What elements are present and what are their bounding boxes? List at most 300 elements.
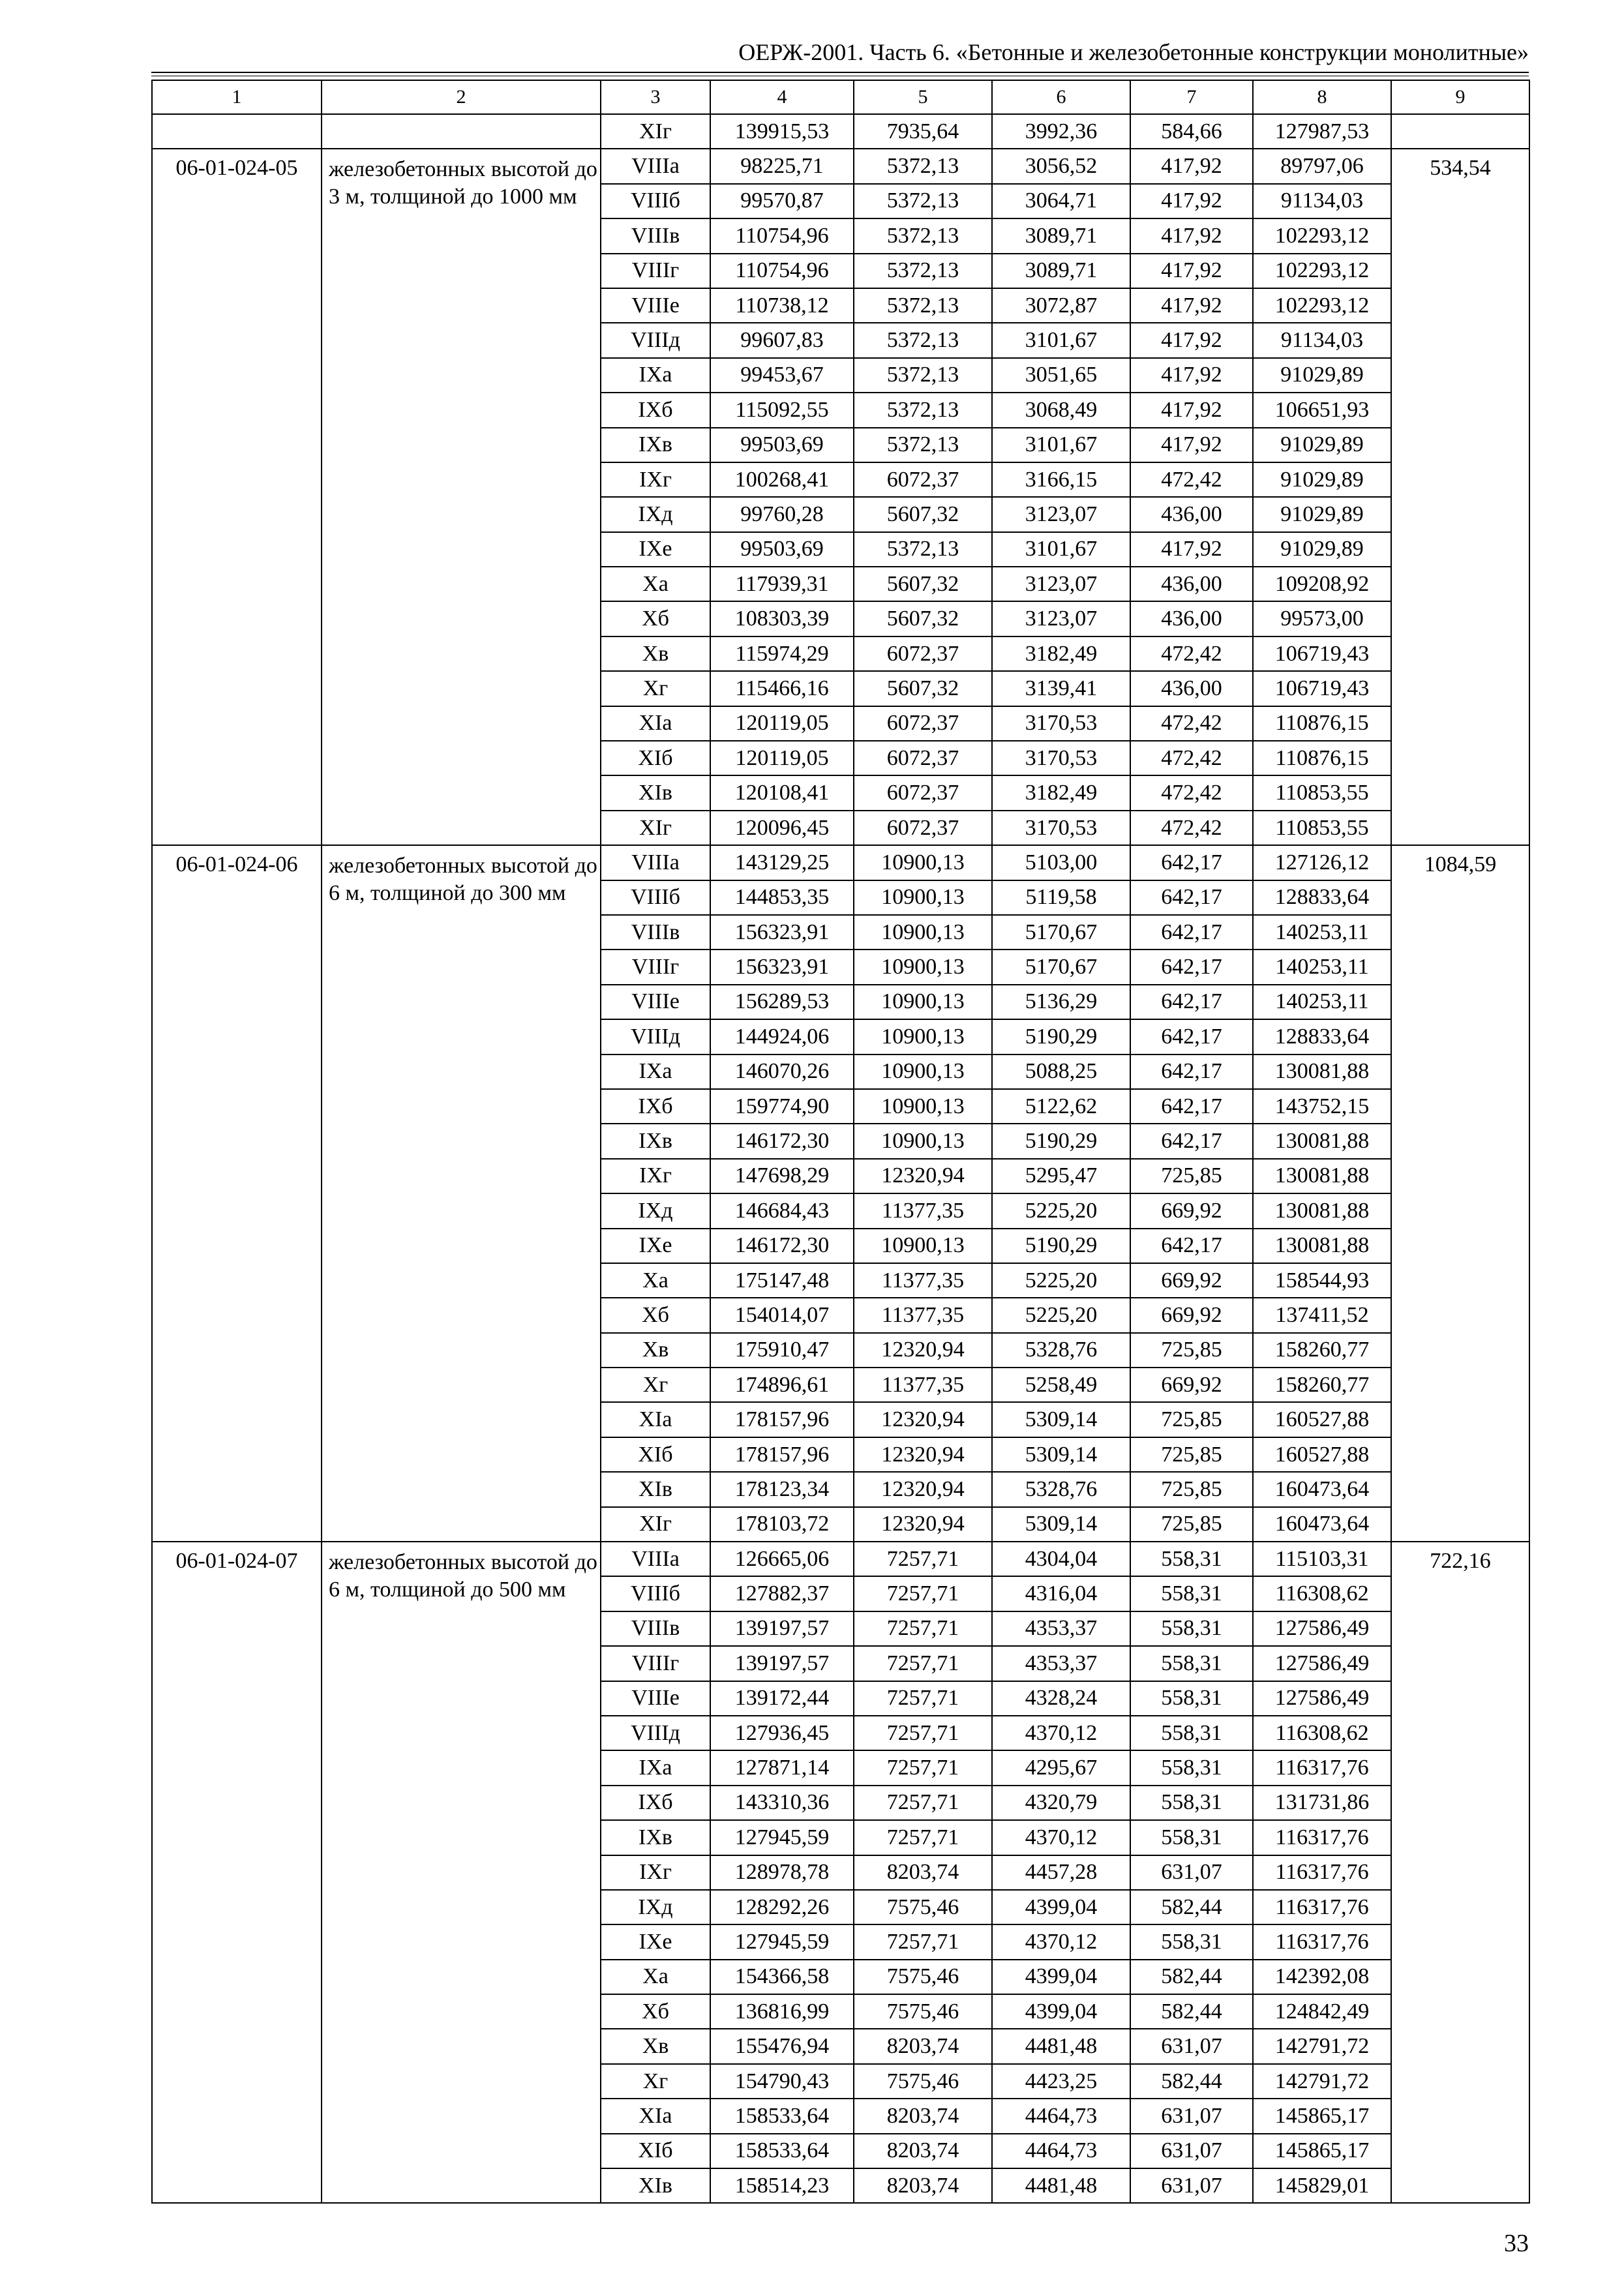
value-cell: 178103,72 [710, 1507, 854, 1542]
value-cell: 417,92 [1130, 358, 1253, 393]
value-cell: 3182,49 [992, 775, 1130, 810]
value-cell: 5225,20 [992, 1298, 1130, 1332]
zone-cell: VIIIа [601, 1542, 710, 1576]
value-cell: 106719,43 [1253, 636, 1391, 671]
header-rule [151, 72, 1529, 73]
value-cell: 582,44 [1130, 2064, 1253, 2099]
value-cell: 417,92 [1130, 288, 1253, 323]
item-description: железобетонных высотой до 6 м, толщиной до 500 мм [322, 1542, 601, 2203]
value-cell: 642,17 [1130, 880, 1253, 915]
value-cell: 558,31 [1130, 1611, 1253, 1646]
value-cell: 146172,30 [710, 1229, 854, 1263]
value-cell: 130081,88 [1253, 1159, 1391, 1193]
value-cell: 140253,11 [1253, 985, 1391, 1019]
value-cell: 139197,57 [710, 1646, 854, 1681]
value-cell: 10900,13 [854, 880, 992, 915]
value-cell: 5258,49 [992, 1368, 1130, 1402]
value-cell: 12320,94 [854, 1507, 992, 1542]
zone-cell: IXб [601, 393, 710, 427]
value-cell: 128292,26 [710, 1890, 854, 1924]
value-cell: 436,00 [1130, 601, 1253, 636]
value-cell: 139197,57 [710, 1611, 854, 1646]
zone-cell: Xг [601, 2064, 710, 2099]
value-cell: 128833,64 [1253, 880, 1391, 915]
value-cell: 110738,12 [710, 288, 854, 323]
col9-value: 534,54 [1391, 149, 1529, 845]
zone-cell: XIг [601, 1507, 710, 1542]
value-cell: 110876,15 [1253, 741, 1391, 775]
value-cell: 4295,67 [992, 1750, 1130, 1785]
value-cell: 10900,13 [854, 915, 992, 950]
value-cell: 4370,12 [992, 1820, 1130, 1855]
value-cell: 7257,71 [854, 1681, 992, 1716]
value-cell: 4481,48 [992, 2168, 1130, 2203]
value-cell: 154790,43 [710, 2064, 854, 2099]
value-cell: 3064,71 [992, 184, 1130, 218]
value-cell: 582,44 [1130, 1960, 1253, 1994]
value-cell: 417,92 [1130, 428, 1253, 462]
value-cell: 5372,13 [854, 184, 992, 218]
value-cell: 5225,20 [992, 1263, 1130, 1298]
value-cell: 12320,94 [854, 1437, 992, 1472]
value-cell: 12320,94 [854, 1472, 992, 1506]
value-cell: 156289,53 [710, 985, 854, 1019]
value-cell: 3068,49 [992, 393, 1130, 427]
zone-cell: Xа [601, 567, 710, 601]
value-cell: 417,92 [1130, 532, 1253, 567]
zone-cell: Xб [601, 601, 710, 636]
value-cell: 130081,88 [1253, 1229, 1391, 1263]
value-cell: 7575,46 [854, 1890, 992, 1924]
zone-cell: VIIIд [601, 1716, 710, 1750]
value-cell: 725,85 [1130, 1472, 1253, 1506]
value-cell: 142392,08 [1253, 1960, 1391, 1994]
value-cell: 725,85 [1130, 1402, 1253, 1437]
value-cell: 10900,13 [854, 845, 992, 880]
value-cell: 631,07 [1130, 2134, 1253, 2168]
value-cell: 5372,13 [854, 358, 992, 393]
value-cell: 109208,92 [1253, 567, 1391, 601]
zone-cell: Xг [601, 671, 710, 706]
value-cell: 11377,35 [854, 1263, 992, 1298]
zone-cell: Xв [601, 2029, 710, 2063]
value-cell: 558,31 [1130, 1542, 1253, 1576]
table-row [152, 149, 1529, 183]
value-cell: 158533,64 [710, 2099, 854, 2133]
value-cell: 127945,59 [710, 1820, 854, 1855]
value-cell: 110853,55 [1253, 775, 1391, 810]
value-cell: 725,85 [1130, 1333, 1253, 1368]
value-cell: 3089,71 [992, 218, 1130, 253]
value-cell: 4320,79 [992, 1786, 1130, 1820]
column-number: 3 [601, 80, 710, 114]
value-cell: 110876,15 [1253, 706, 1391, 741]
value-cell: 120108,41 [710, 775, 854, 810]
value-cell: 116308,62 [1253, 1576, 1391, 1611]
zone-cell: IXе [601, 1924, 710, 1959]
value-cell: 558,31 [1130, 1681, 1253, 1716]
value-cell: 417,92 [1130, 184, 1253, 218]
value-cell: 3056,52 [992, 149, 1130, 183]
value-cell: 5607,32 [854, 497, 992, 531]
value-cell: 156323,91 [710, 915, 854, 950]
value-cell: 725,85 [1130, 1507, 1253, 1542]
value-cell: 158544,93 [1253, 1263, 1391, 1298]
value-cell: 127945,59 [710, 1924, 854, 1959]
value-cell: 4399,04 [992, 1890, 1130, 1924]
zone-cell: XIа [601, 1402, 710, 1437]
zone-cell: IXа [601, 1055, 710, 1089]
value-cell: 128978,78 [710, 1855, 854, 1890]
zone-cell: IXа [601, 358, 710, 393]
value-cell: 10900,13 [854, 1089, 992, 1124]
value-cell: 99453,67 [710, 358, 854, 393]
page-header: ОЕРЖ-2001. Часть 6. «Бетонные и железобетонные конструкции монолитные» [738, 39, 1529, 65]
value-cell: 131731,86 [1253, 1786, 1391, 1820]
zone-cell: VIIIв [601, 1611, 710, 1646]
value-cell: 91029,89 [1253, 532, 1391, 567]
table-row [152, 845, 1529, 880]
value-cell: 143752,15 [1253, 1089, 1391, 1124]
column-number-row [152, 80, 1529, 114]
value-cell: 158533,64 [710, 2134, 854, 2168]
value-cell: 4370,12 [992, 1924, 1130, 1959]
value-cell: 558,31 [1130, 1750, 1253, 1785]
zone-cell: VIIIв [601, 915, 710, 950]
zone-cell: XIв [601, 775, 710, 810]
column-number: 4 [710, 80, 854, 114]
value-cell: 143129,25 [710, 845, 854, 880]
value-cell: 7257,71 [854, 1786, 992, 1820]
value-cell: 130081,88 [1253, 1193, 1391, 1228]
zone-cell: VIIIе [601, 1681, 710, 1716]
value-cell: 137411,52 [1253, 1298, 1391, 1332]
value-cell: 120119,05 [710, 741, 854, 775]
zone-cell: XIг [601, 811, 710, 845]
col9-cell-empty [1391, 114, 1529, 149]
zone-cell: XIа [601, 706, 710, 741]
value-cell: 4399,04 [992, 1960, 1130, 1994]
zone-cell: XIб [601, 2134, 710, 2168]
value-cell: 4399,04 [992, 1994, 1130, 2029]
value-cell: 5607,32 [854, 671, 992, 706]
zone-cell: VIIIе [601, 985, 710, 1019]
value-cell: 91029,89 [1253, 358, 1391, 393]
value-cell: 89797,06 [1253, 149, 1391, 183]
zone-cell: VIIIа [601, 149, 710, 183]
value-cell: 91029,89 [1253, 428, 1391, 462]
value-cell: 642,17 [1130, 1229, 1253, 1263]
value-cell: 99607,83 [710, 323, 854, 357]
value-cell: 417,92 [1130, 218, 1253, 253]
page-number: 33 [1504, 2230, 1529, 2257]
value-cell: 160473,64 [1253, 1472, 1391, 1506]
value-cell: 8203,74 [854, 2099, 992, 2133]
value-cell: 154366,58 [710, 1960, 854, 1994]
zone-cell: Xа [601, 1960, 710, 1994]
zone-cell: IXа [601, 1750, 710, 1785]
column-number: 2 [322, 80, 601, 114]
value-cell: 6072,37 [854, 775, 992, 810]
value-cell: 642,17 [1130, 915, 1253, 950]
value-cell: 102293,12 [1253, 218, 1391, 253]
value-cell: 5372,13 [854, 532, 992, 567]
value-cell: 145865,17 [1253, 2099, 1391, 2133]
value-cell: 5309,14 [992, 1402, 1130, 1437]
value-cell: 7575,46 [854, 2064, 992, 2099]
value-cell: 145829,01 [1253, 2168, 1391, 2203]
value-cell: 126665,06 [710, 1542, 854, 1576]
value-cell: 3089,71 [992, 254, 1130, 288]
value-cell: 175910,47 [710, 1333, 854, 1368]
value-cell: 130081,88 [1253, 1124, 1391, 1158]
value-cell: 120119,05 [710, 706, 854, 741]
value-cell: 5372,13 [854, 428, 992, 462]
value-cell: 631,07 [1130, 2168, 1253, 2203]
value-cell: 110754,96 [710, 254, 854, 288]
zone-cell: VIIIг [601, 254, 710, 288]
zone-cell: Xб [601, 1298, 710, 1332]
value-cell: 4328,24 [992, 1681, 1130, 1716]
value-cell: 669,92 [1130, 1193, 1253, 1228]
value-cell: 146070,26 [710, 1055, 854, 1089]
value-cell: 5372,13 [854, 288, 992, 323]
zone-cell: IXб [601, 1089, 710, 1124]
value-cell: 4464,73 [992, 2134, 1130, 2168]
value-cell: 3051,65 [992, 358, 1130, 393]
value-cell: 10900,13 [854, 1124, 992, 1158]
value-cell: 144924,06 [710, 1019, 854, 1054]
value-cell: 120096,45 [710, 811, 854, 845]
value-cell: 139172,44 [710, 1681, 854, 1716]
item-description: железобетонных высотой до 3 м, толщиной до 1000 мм [322, 149, 601, 845]
value-cell: 10900,13 [854, 1229, 992, 1263]
value-cell: 3101,67 [992, 532, 1130, 567]
value-cell: 5122,62 [992, 1089, 1130, 1124]
value-cell: 154014,07 [710, 1298, 854, 1332]
table-row [152, 1542, 1529, 1576]
value-cell: 7257,71 [854, 1750, 992, 1785]
value-cell: 160527,88 [1253, 1402, 1391, 1437]
zone-cell: IXе [601, 532, 710, 567]
value-cell: 3166,15 [992, 462, 1130, 497]
value-cell: 116317,76 [1253, 1820, 1391, 1855]
value-cell: 4370,12 [992, 1716, 1130, 1750]
value-cell: 5372,13 [854, 149, 992, 183]
value-cell: 4304,04 [992, 1542, 1130, 1576]
value-cell: 156323,91 [710, 950, 854, 984]
zone-cell: VIIIа [601, 845, 710, 880]
value-cell: 7257,71 [854, 1820, 992, 1855]
value-cell: 631,07 [1130, 1855, 1253, 1890]
value-cell: 146172,30 [710, 1124, 854, 1158]
value-cell: 10900,13 [854, 950, 992, 984]
value-cell: 4481,48 [992, 2029, 1130, 2063]
value-cell: 725,85 [1130, 1159, 1253, 1193]
value-cell: 142791,72 [1253, 2029, 1391, 2063]
value-cell: 3139,41 [992, 671, 1130, 706]
value-cell: 669,92 [1130, 1263, 1253, 1298]
zone-cell: IXд [601, 1890, 710, 1924]
name-cell-empty [322, 114, 601, 149]
value-cell: 436,00 [1130, 567, 1253, 601]
value-cell: 10900,13 [854, 985, 992, 1019]
value-cell: 11377,35 [854, 1368, 992, 1402]
zone-cell: VIIIг [601, 1646, 710, 1681]
value-cell: 115103,31 [1253, 1542, 1391, 1576]
value-cell: 558,31 [1130, 1576, 1253, 1611]
value-cell: 99503,69 [710, 532, 854, 567]
value-cell: 116308,62 [1253, 1716, 1391, 1750]
zone-cell: VIIIе [601, 288, 710, 323]
value-cell: 558,31 [1130, 1786, 1253, 1820]
value-cell: 124842,49 [1253, 1994, 1391, 2029]
value-cell: 12320,94 [854, 1402, 992, 1437]
value-cell: 146684,43 [710, 1193, 854, 1228]
value-cell: 115092,55 [710, 393, 854, 427]
value-cell: 127871,14 [710, 1750, 854, 1785]
column-number: 9 [1391, 80, 1529, 114]
value-cell: 140253,11 [1253, 950, 1391, 984]
value-cell: 584,66 [1130, 114, 1253, 149]
item-description: железобетонных высотой до 6 м, толщиной до 300 мм [322, 845, 601, 1542]
value-cell: 417,92 [1130, 323, 1253, 357]
value-cell: 5372,13 [854, 254, 992, 288]
value-cell: 116317,76 [1253, 1924, 1391, 1959]
zone-cell: IXе [601, 1229, 710, 1263]
column-number: 5 [854, 80, 992, 114]
value-cell: 145865,17 [1253, 2134, 1391, 2168]
value-cell: 3123,07 [992, 601, 1130, 636]
value-cell: 4353,37 [992, 1611, 1130, 1646]
value-cell: 4423,25 [992, 2064, 1130, 2099]
value-cell: 7935,64 [854, 114, 992, 149]
value-cell: 8203,74 [854, 2029, 992, 2063]
value-cell: 3123,07 [992, 497, 1130, 531]
value-cell: 116317,76 [1253, 1855, 1391, 1890]
value-cell: 99573,00 [1253, 601, 1391, 636]
value-cell: 631,07 [1130, 2029, 1253, 2063]
value-cell: 8203,74 [854, 2168, 992, 2203]
value-cell: 91029,89 [1253, 497, 1391, 531]
carryover-row [152, 114, 1529, 149]
value-cell: 642,17 [1130, 845, 1253, 880]
value-cell: 5119,58 [992, 880, 1130, 915]
value-cell: 5088,25 [992, 1055, 1130, 1089]
value-cell: 3992,36 [992, 114, 1130, 149]
value-cell: 7257,71 [854, 1611, 992, 1646]
value-cell: 174896,61 [710, 1368, 854, 1402]
value-cell: 3123,07 [992, 567, 1130, 601]
value-cell: 7257,71 [854, 1646, 992, 1681]
value-cell: 144853,35 [710, 880, 854, 915]
value-cell: 4464,73 [992, 2099, 1130, 2133]
value-cell: 642,17 [1130, 1124, 1253, 1158]
value-cell: 6072,37 [854, 741, 992, 775]
value-cell: 5372,13 [854, 393, 992, 427]
value-cell: 5372,13 [854, 323, 992, 357]
value-cell: 10900,13 [854, 1055, 992, 1089]
zone-cell: XIа [601, 2099, 710, 2133]
zone-cell: VIIIв [601, 218, 710, 253]
value-cell: 91029,89 [1253, 462, 1391, 497]
value-cell: 558,31 [1130, 1924, 1253, 1959]
value-cell: 178157,96 [710, 1402, 854, 1437]
value-cell: 642,17 [1130, 1055, 1253, 1089]
value-cell: 158260,77 [1253, 1368, 1391, 1402]
value-cell: 436,00 [1130, 671, 1253, 706]
value-cell: 116317,76 [1253, 1750, 1391, 1785]
value-cell: 158514,23 [710, 2168, 854, 2203]
zone-cell: IXд [601, 1193, 710, 1228]
zone-cell: Xг [601, 1368, 710, 1402]
column-number: 1 [152, 80, 322, 114]
zone-cell: IXд [601, 497, 710, 531]
value-cell: 178123,34 [710, 1472, 854, 1506]
zone-cell: Xв [601, 1333, 710, 1368]
value-cell: 175147,48 [710, 1263, 854, 1298]
value-cell: 3072,87 [992, 288, 1130, 323]
value-cell: 108303,39 [710, 601, 854, 636]
value-cell: 99503,69 [710, 428, 854, 462]
value-cell: 143310,36 [710, 1786, 854, 1820]
value-cell: 5190,29 [992, 1019, 1130, 1054]
value-cell: 5225,20 [992, 1193, 1130, 1228]
zone-cell: VIIIб [601, 880, 710, 915]
value-cell: 127126,12 [1253, 845, 1391, 880]
value-cell: 155476,94 [710, 2029, 854, 2063]
zone-cell: VIIIб [601, 184, 710, 218]
value-cell: 436,00 [1130, 497, 1253, 531]
value-cell: 10900,13 [854, 1019, 992, 1054]
zone-cell: IXг [601, 462, 710, 497]
value-cell: 128833,64 [1253, 1019, 1391, 1054]
value-cell: 102293,12 [1253, 254, 1391, 288]
zone-cell: IXв [601, 1124, 710, 1158]
value-cell: 140253,11 [1253, 915, 1391, 950]
value-cell: 91134,03 [1253, 323, 1391, 357]
value-cell: 160473,64 [1253, 1507, 1391, 1542]
value-cell: 7257,71 [854, 1716, 992, 1750]
zone-cell: XIг [601, 114, 710, 149]
col9-value: 1084,59 [1391, 845, 1529, 1542]
value-cell: 5328,76 [992, 1333, 1130, 1368]
value-cell: 5328,76 [992, 1472, 1130, 1506]
value-cell: 669,92 [1130, 1368, 1253, 1402]
zone-cell: IXб [601, 1786, 710, 1820]
value-cell: 6072,37 [854, 706, 992, 741]
value-cell: 12320,94 [854, 1159, 992, 1193]
value-cell: 582,44 [1130, 1994, 1253, 2029]
value-cell: 631,07 [1130, 2099, 1253, 2133]
code-cell-empty [152, 114, 322, 149]
column-number: 7 [1130, 80, 1253, 114]
value-cell: 91134,03 [1253, 184, 1391, 218]
value-cell: 11377,35 [854, 1298, 992, 1332]
value-cell: 5372,13 [854, 218, 992, 253]
value-cell: 3101,67 [992, 323, 1130, 357]
value-cell: 417,92 [1130, 393, 1253, 427]
value-cell: 99760,28 [710, 497, 854, 531]
value-cell: 7575,46 [854, 1960, 992, 1994]
value-cell: 558,31 [1130, 1820, 1253, 1855]
value-cell: 99570,87 [710, 184, 854, 218]
value-cell: 147698,29 [710, 1159, 854, 1193]
zone-cell: IXг [601, 1159, 710, 1193]
value-cell: 110853,55 [1253, 811, 1391, 845]
value-cell: 642,17 [1130, 950, 1253, 984]
value-cell: 8203,74 [854, 1855, 992, 1890]
